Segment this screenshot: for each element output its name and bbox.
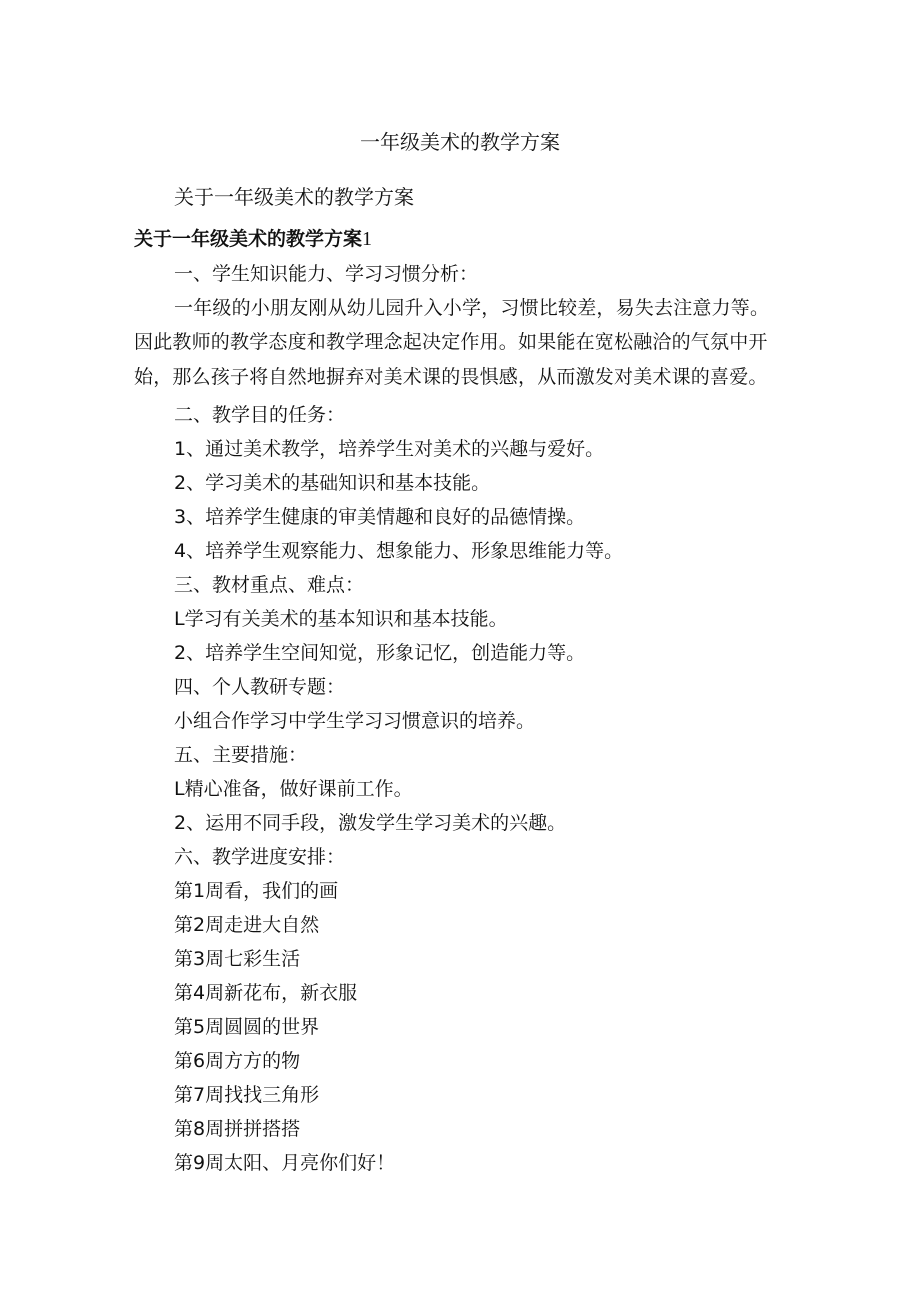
body-line: L学习有关美术的基本知识和基本技能。 <box>174 607 508 630</box>
body-line: 第3周七彩生活 <box>174 947 301 970</box>
body-line: 第9周太阳、月亮你们好！ <box>174 1151 396 1174</box>
paragraph-line: 始，那么孩子将自然地摒弃对美术课的畏惧感，从而激发对美术课的喜爱。 <box>134 365 768 388</box>
document-subtitle: 关于一年级美术的教学方案 <box>174 185 414 209</box>
body-line: 一、学生知识能力、学习习惯分析： <box>174 263 479 285</box>
body-line: 2、学习美术的基础知识和基本技能。 <box>174 471 491 494</box>
body-line: 第4周新花布，新衣服 <box>174 981 358 1004</box>
document-body <box>134 257 814 1180</box>
body-line: 3、培养学生健康的审美情趣和良好的品德情操。 <box>174 505 586 528</box>
body-paragraph <box>134 291 814 394</box>
body-line: 第7周找找三角形 <box>174 1083 320 1106</box>
body-line: L精心准备，做好课前工作。 <box>174 777 413 800</box>
body-line: 三、教材重点、难点： <box>174 573 365 596</box>
body-line: 1、通过美术教学，培养学生对美术的兴趣与爱好。 <box>174 437 605 460</box>
section-heading <box>134 225 372 253</box>
section-heading-number: 1 <box>362 228 373 250</box>
document-title: 一年级美术的教学方案 <box>360 130 560 154</box>
body-line: 二、教学目的任务： <box>174 403 346 426</box>
body-line: 五、主要措施： <box>174 743 308 766</box>
paragraph-line: 一年级的小朋友刚从幼儿园升入小学，习惯比较差，易失去注意力等。 <box>174 297 770 319</box>
body-line: 4、培养学生观察能力、想象能力、形象思维能力等。 <box>174 539 624 562</box>
paragraph-line: 因此教师的教学态度和教学理念起决定作用。如果能在宽松融洽的气氛中开 <box>134 331 768 354</box>
body-line: 第8周拼拼搭搭 <box>174 1117 301 1140</box>
body-line: 第2周走进大自然 <box>174 913 320 936</box>
body-line: 第5周圆圆的世界 <box>174 1015 320 1038</box>
body-line: 2、培养学生空间知觉，形象记忆，创造能力等。 <box>174 641 586 664</box>
section-heading-text: 关于一年级美术的教学方案 <box>134 228 363 250</box>
body-line: 第1周看，我们的画 <box>174 879 339 902</box>
body-line: 小组合作学习中学生学习习惯意识的培养。 <box>174 709 536 732</box>
body-line: 第6周方方的物 <box>174 1049 301 1072</box>
body-line: 2、运用不同手段，激发学生学习美术的兴趣。 <box>174 811 567 834</box>
body-line: 六、教学进度安排： <box>174 845 346 868</box>
body-line: 四、个人教研专题： <box>174 675 346 698</box>
